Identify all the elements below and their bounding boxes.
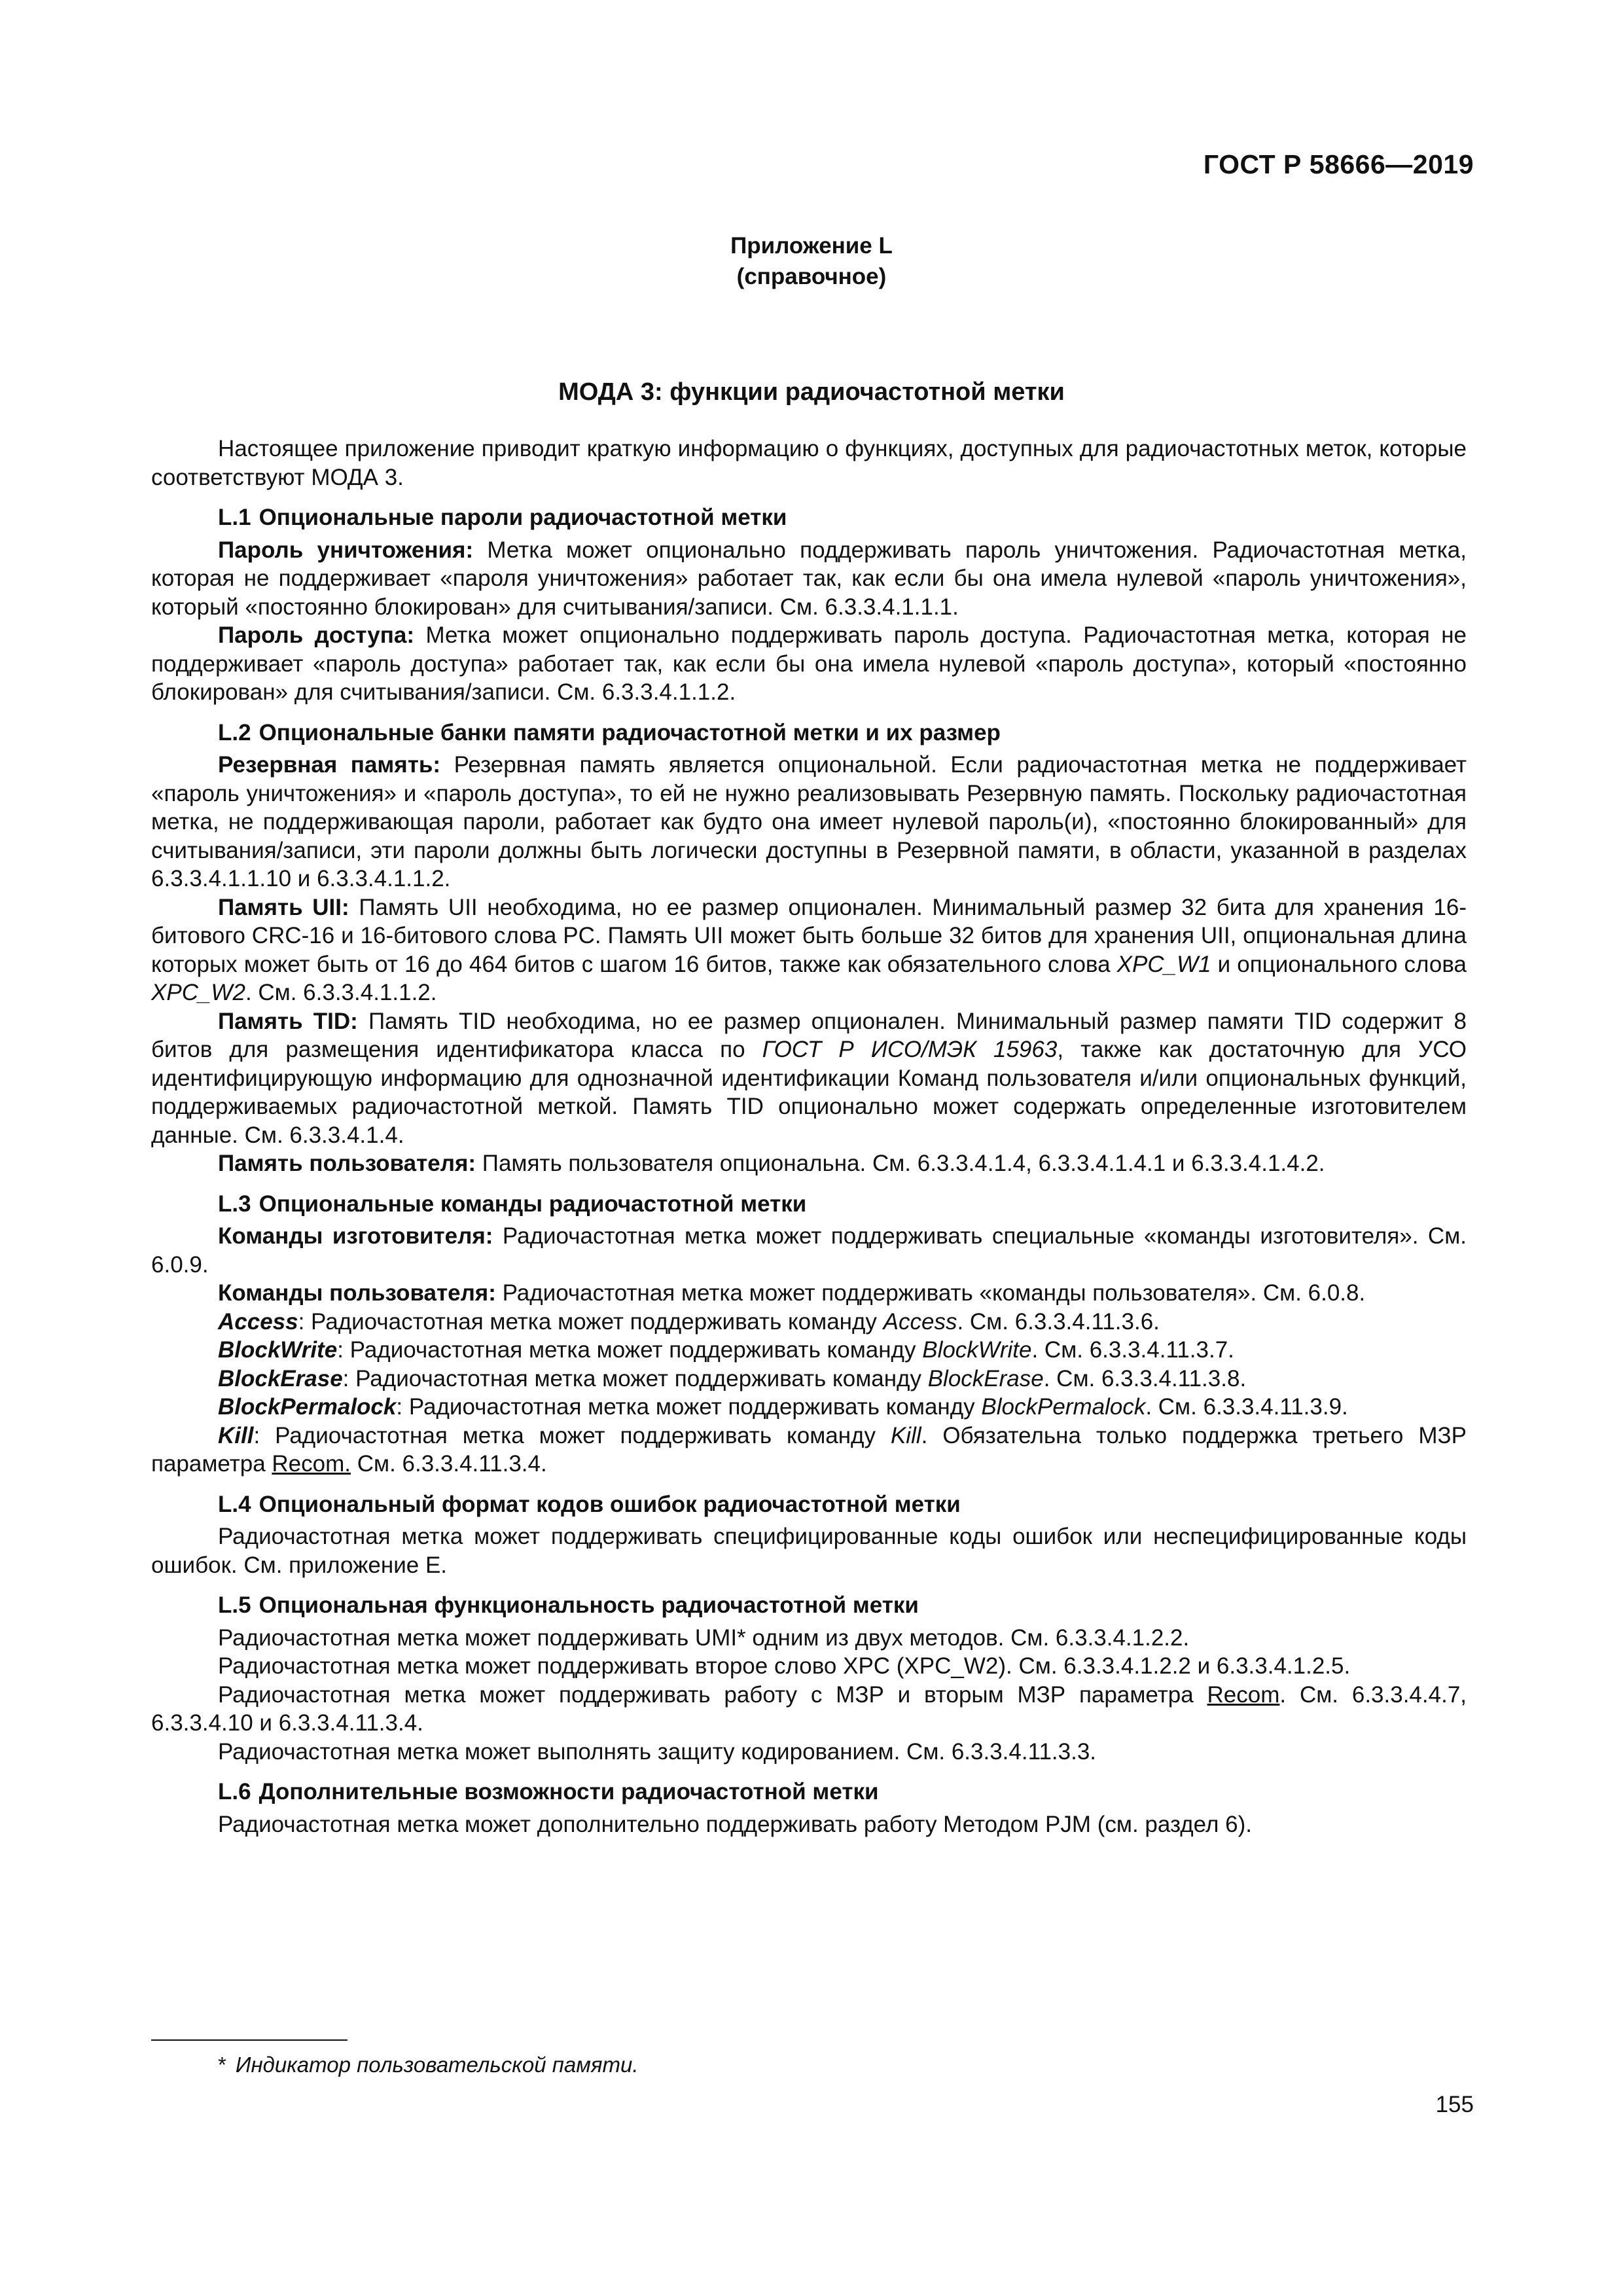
command-name: Access <box>218 1308 298 1335</box>
section-title: Опциональный формат кодов ошибок радиочастотной метки <box>259 1491 961 1517</box>
paragraph-text: Метка может опционально поддерживать пароль доступа. Радиочастотная метка, которая не поддерживает «пароль доступа» работает так, как если бы она имела нулевой «пароль доступа», который «постоянно блокирован» для считывания/записи. См. 6.3.3.4.1.1.2. <box>151 622 1467 705</box>
footnote-text: Индикатор пользовательской памяти. <box>235 2053 639 2077</box>
command-name: Kill <box>218 1422 254 1448</box>
footnote-divider <box>151 2039 348 2041</box>
document-id: ГОСТ Р 58666—2019 <box>1203 149 1474 179</box>
footnote-mark: * <box>218 2053 226 2077</box>
paragraph-text: , также как достаточную для УСО идентифицирующую информацию для однозначной идентификации Команд пользователя и/или опциональных функций, поддерживаемых радиочастотной меткой. Память TID опционально может содержать определенные изготовителем данные. См. 6.3.3.4.1.4. <box>151 1037 1467 1148</box>
section-heading-l2 <box>151 719 1467 747</box>
section-title: Опциональная функциональность радиочастотной метки <box>259 1592 919 1618</box>
paragraph <box>151 1681 1467 1738</box>
paragraph-text: Метка может опционально поддерживать пароль уничтожения. Радиочастотная метка, которая не поддерживает «пароля уничтожения» работает так, как если бы она имела нулевой «пароль уничтожения», который «постоянно блокирован» для считывания/записи. См. 6.3.3.4.1.1.1. <box>151 537 1467 620</box>
term-lead: Память UII: <box>218 894 349 920</box>
paragraph-text: . См. 6.3.3.4.1.1.2. <box>245 980 437 1005</box>
paragraph-text: : Радиочастотная метка может поддерживать команду <box>337 1337 923 1363</box>
intro-paragraph: Настоящее приложение приводит краткую информацию о функциях, доступных для радиочастотных меток, которые соответствуют МОДА 3. <box>151 436 1467 490</box>
paragraph-text: . См. 6.3.3.4.4.7, 6.3.3.4.10 и 6.3.3.4.11.3.4. <box>151 1681 1467 1736</box>
term-lead: Резервная память: <box>218 752 441 778</box>
italic-term: BlockWrite <box>922 1337 1032 1363</box>
term-lead: Пароль доступа: <box>218 622 415 648</box>
term-lead: Память TID: <box>218 1008 358 1034</box>
paragraph: Радиочастотная метка может поддерживать второе слово XPC (XPC_W2). См. 6.3.3.4.1.2.2 и 6.3.3.4.1.2.5. <box>218 1653 1351 1679</box>
section-title: Опциональные пароли радиочастотной метки <box>259 505 787 530</box>
paragraph <box>151 751 1467 893</box>
underlined-term: Recom <box>1207 1681 1280 1708</box>
section-number: L.4 <box>218 1491 251 1517</box>
paragraph-text: . См. 6.3.3.4.11.3.8. <box>1043 1365 1247 1391</box>
section-number: L.1 <box>218 505 251 530</box>
italic-term: BlockErase <box>927 1365 1044 1391</box>
section-heading-l1 <box>151 503 1467 532</box>
section-title: Опциональные банки памяти радиочастотной метки и их размер <box>259 719 1001 745</box>
paragraph-text: Память UII необходима, но ее размер опционален. Минимальный размер 32 бита для хранения 16-битового CRC-16 и 16-битового слова PC. Память UII может быть больше 32 битов для хранения UII, опциональная длина которых может быть от 16 до 464 битов с шагом 16 битов, также как обязательного слова <box>151 894 1467 977</box>
paragraph-text: Радиочастотная метка может поддерживать работу с МЗР и вторым МЗР параметра <box>218 1681 1207 1708</box>
page-number: 155 <box>1435 2092 1474 2117</box>
paragraph <box>151 536 1467 622</box>
paragraph: Радиочастотная метка может дополнительно поддерживать работу Методом PJM (см. раздел 6). <box>218 1811 1252 1837</box>
italic-reference: ГОСТ Р ИСО/МЭК 15963 <box>762 1037 1058 1062</box>
paragraph-text: Радиочастотная метка может поддерживать специальные «команды изготовителя». См. 6.0.9. <box>151 1223 1467 1278</box>
section-heading-l3 <box>151 1190 1467 1219</box>
italic-term: BlockPermalock <box>981 1394 1146 1420</box>
section-title: Дополнительные возможности радиочастотной метки <box>259 1779 879 1804</box>
paragraph <box>151 1007 1467 1150</box>
paragraph <box>151 893 1467 1007</box>
paragraph <box>151 1279 1467 1308</box>
section-heading-l5 <box>151 1591 1467 1620</box>
paragraph-text: Память пользователя опциональна. См. 6.3.3.4.1.4, 6.3.3.4.1.4.1 и 6.3.3.4.1.4.2. <box>476 1151 1325 1176</box>
term-lead: Память пользователя: <box>218 1151 476 1176</box>
paragraph-text: и опционального слова <box>1211 951 1467 977</box>
underlined-term: Recom. <box>272 1451 351 1477</box>
term-lead: Команды пользователя: <box>218 1280 496 1306</box>
paragraph <box>151 1308 1467 1336</box>
paragraph-text: : Радиочастотная метка может поддерживать команду <box>396 1394 982 1420</box>
command-name: BlockPermalock <box>218 1394 397 1420</box>
section-heading-l4 <box>151 1490 1467 1519</box>
paragraph <box>151 1222 1467 1279</box>
paragraph-text: Резервная память является опциональной. Если радиочастотная метка не поддерживает «пароль уничтожения» и «пароль доступа», то ей не нужно реализовывать Резервную память. Поскольку радиочастотная метка, не поддерживающая пароли, работает как будто она имеет нулевой пароль(и), «постоянно блокированный» для считывания/записи, эти пароли должны быть логически доступны в Резервной памяти, в области, указанной в разделах 6.3.3.4.1.1.10 и 6.3.3.4.1.1.2. <box>151 752 1467 891</box>
paragraph-text: Память TID необходима, но ее размер опционален. Минимальный размер памяти TID содержит 8 битов для размещения идентификатора класса по <box>151 1008 1467 1062</box>
command-name: BlockWrite <box>218 1337 338 1363</box>
paragraph <box>151 1393 1467 1422</box>
term-lead: Команды изготовителя: <box>218 1223 493 1249</box>
paragraph-text: : Радиочастотная метка может поддерживать команду <box>342 1365 928 1391</box>
appendix-label: Приложение L <box>730 233 893 259</box>
paragraph <box>151 1422 1467 1479</box>
section-heading-l6 <box>151 1778 1467 1806</box>
paragraph-text: . Обязательна только поддержка третьего МЗР параметра <box>151 1422 1467 1477</box>
section-number: L.6 <box>218 1779 251 1804</box>
paragraph-text: . См. 6.3.3.4.11.3.6. <box>957 1308 1160 1335</box>
italic-term: XPC_W2 <box>151 980 245 1005</box>
paragraph-text: : Радиочастотная метка может поддерживать команду <box>298 1308 883 1335</box>
paragraph-text: Радиочастотная метка может поддерживать «команды пользователя». См. 6.0.8. <box>495 1280 1366 1306</box>
section-number: L.2 <box>218 719 251 745</box>
paragraph <box>151 1149 1467 1178</box>
section-number: L.5 <box>218 1592 251 1618</box>
italic-term: Kill <box>890 1422 921 1448</box>
appendix-type: (справочное) <box>736 264 887 289</box>
footnote <box>218 2053 639 2077</box>
paragraph-text: . См. 6.3.3.4.11.3.7. <box>1031 1337 1234 1363</box>
paragraph <box>151 1365 1467 1393</box>
paragraph: Радиочастотная метка может поддерживать UMI* одним из двух методов. См. 6.3.3.4.1.2.2. <box>218 1624 1190 1651</box>
italic-term: XPC_W1 <box>1116 951 1211 977</box>
paragraph: Радиочастотная метка может поддерживать специфицированные коды ошибок или неспецифицированные коды ошибок. См. приложение Е. <box>151 1524 1467 1578</box>
italic-term: Access <box>883 1308 957 1335</box>
paragraph-text: См. 6.3.3.4.11.3.4. <box>351 1451 547 1477</box>
paragraph-text: : Радиочастотная метка может поддерживать команду <box>253 1422 891 1448</box>
paragraph: Радиочастотная метка может выполнять защиту кодированием. См. 6.3.3.4.11.3.3. <box>218 1738 1097 1765</box>
document-body <box>151 435 1467 1839</box>
section-number: L.3 <box>218 1191 251 1217</box>
section-title: Опциональные команды радиочастотной метки <box>259 1191 807 1217</box>
page-title: МОДА 3: функции радиочастотной метки <box>558 378 1065 406</box>
appendix-heading <box>0 230 1623 292</box>
paragraph-text: . См. 6.3.3.4.11.3.9. <box>1145 1394 1348 1420</box>
paragraph <box>151 621 1467 707</box>
paragraph <box>151 1336 1467 1365</box>
term-lead: Пароль уничтожения: <box>218 537 474 563</box>
command-name: BlockErase <box>218 1365 343 1391</box>
